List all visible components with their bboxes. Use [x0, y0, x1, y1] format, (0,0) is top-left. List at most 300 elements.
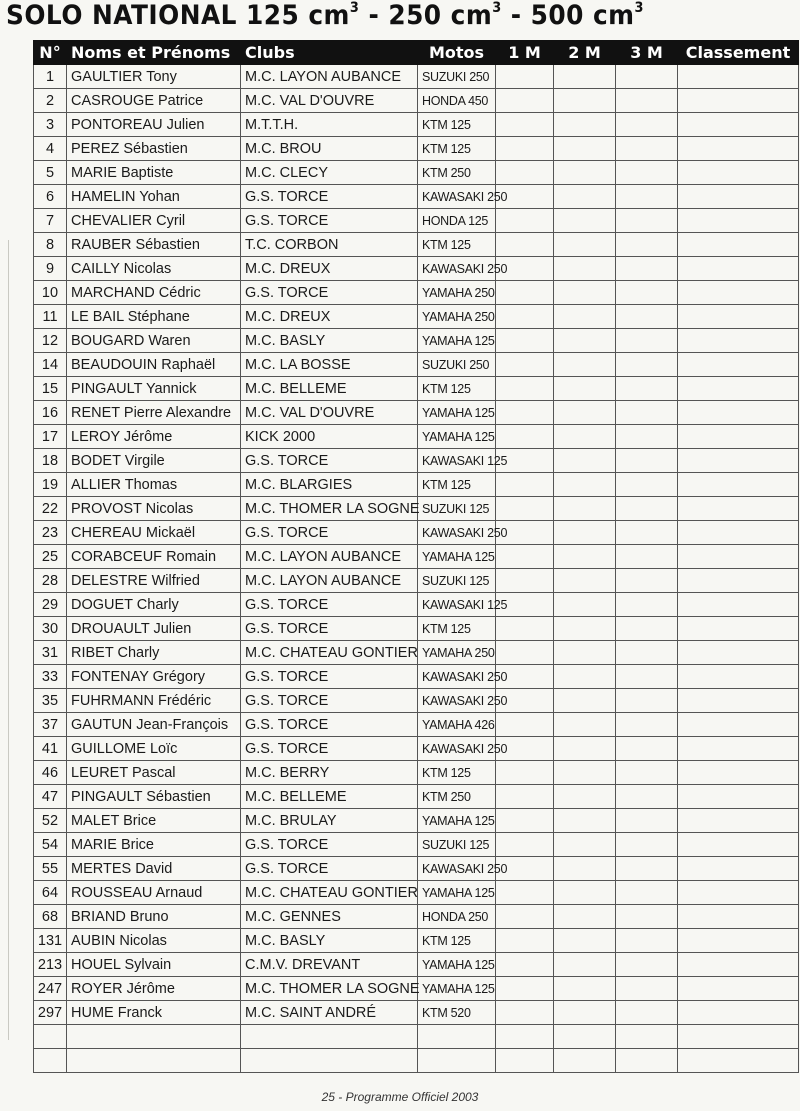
- ranking-result: [678, 89, 799, 113]
- rider-name: RENET Pierre Alexandre: [67, 401, 241, 425]
- manche-2-result: [554, 641, 616, 665]
- manche-1-result: [496, 569, 554, 593]
- header-moto: Motos: [418, 41, 496, 65]
- ranking-result: [678, 137, 799, 161]
- rider-number: 18: [34, 449, 67, 473]
- manche-3-result: [616, 569, 678, 593]
- rider-moto: KTM 520: [418, 1001, 496, 1025]
- rider-club: M.C. LAYON AUBANCE: [241, 545, 418, 569]
- rider-moto: KAWASAKI 250: [418, 257, 496, 281]
- rider-moto: SUZUKI 250: [418, 65, 496, 89]
- rider-number: 12: [34, 329, 67, 353]
- rider-club: M.C. SAINT ANDRÉ: [241, 1001, 418, 1025]
- rider-club: M.C. DREUX: [241, 305, 418, 329]
- table-row: [34, 233, 799, 257]
- manche-3-result: [616, 713, 678, 737]
- manche-2-result: [554, 857, 616, 881]
- manche-3-result: [616, 785, 678, 809]
- rider-club: M.C. DREUX: [241, 257, 418, 281]
- rider-club: M.C. THOMER LA SOGNE: [241, 977, 418, 1001]
- rider-number: 8: [34, 233, 67, 257]
- rider-name: ALLIER Thomas: [67, 473, 241, 497]
- rider-moto: KAWASAKI 125: [418, 449, 496, 473]
- ranking-result: [678, 665, 799, 689]
- manche-3-result: [616, 209, 678, 233]
- manche-3-result: [616, 473, 678, 497]
- manche-3-result: [616, 809, 678, 833]
- rider-club: G.S. TORCE: [241, 521, 418, 545]
- manche-3-result: [616, 401, 678, 425]
- rider-moto: HONDA 450: [418, 89, 496, 113]
- ranking-result: [678, 281, 799, 305]
- table-row: [34, 689, 799, 713]
- rider-moto: KTM 125: [418, 473, 496, 497]
- rider-club: M.C. BELLEME: [241, 377, 418, 401]
- rider-moto: KAWASAKI 250: [418, 665, 496, 689]
- manche-2-result: [554, 569, 616, 593]
- manche-2-result: [554, 809, 616, 833]
- ranking-result: [678, 1025, 799, 1049]
- manche-2-result: [554, 1049, 616, 1073]
- rider-moto: KTM 125: [418, 377, 496, 401]
- rider-name: CAILLY Nicolas: [67, 257, 241, 281]
- manche-2-result: [554, 617, 616, 641]
- ranking-result: [678, 905, 799, 929]
- table-row: [34, 881, 799, 905]
- manche-2-result: [554, 425, 616, 449]
- ranking-result: [678, 929, 799, 953]
- rider-moto: YAMAHA 125: [418, 425, 496, 449]
- manche-1-result: [496, 641, 554, 665]
- rider-club: M.C. LA BOSSE: [241, 353, 418, 377]
- rider-moto: YAMAHA 125: [418, 977, 496, 1001]
- table-header-row: [34, 41, 799, 65]
- ranking-result: [678, 689, 799, 713]
- rider-moto: KTM 125: [418, 761, 496, 785]
- rider-moto: YAMAHA 125: [418, 953, 496, 977]
- rider-number: 2: [34, 89, 67, 113]
- ranking-result: [678, 521, 799, 545]
- manche-2-result: [554, 233, 616, 257]
- rider-name: BRIAND Bruno: [67, 905, 241, 929]
- rider-name: HAMELIN Yohan: [67, 185, 241, 209]
- manche-3-result: [616, 833, 678, 857]
- rider-name: [67, 1049, 241, 1073]
- table-row: [34, 905, 799, 929]
- manche-1-result: [496, 617, 554, 641]
- table-row: [34, 545, 799, 569]
- table-row: [34, 929, 799, 953]
- ranking-result: [678, 377, 799, 401]
- rider-number: 30: [34, 617, 67, 641]
- rider-moto: YAMAHA 125: [418, 401, 496, 425]
- table-row: [34, 473, 799, 497]
- manche-2-result: [554, 89, 616, 113]
- table-row: [34, 1001, 799, 1025]
- rider-club: G.S. TORCE: [241, 209, 418, 233]
- rider-club: C.M.V. DREVANT: [241, 953, 418, 977]
- rider-club: M.C. GENNES: [241, 905, 418, 929]
- table-row: [34, 785, 799, 809]
- rider-club: G.S. TORCE: [241, 689, 418, 713]
- manche-1-result: [496, 425, 554, 449]
- rider-moto: KAWASAKI 250: [418, 521, 496, 545]
- manche-1-result: [496, 713, 554, 737]
- rider-moto: KAWASAKI 125: [418, 593, 496, 617]
- rider-moto: YAMAHA 250: [418, 281, 496, 305]
- manche-1-result: [496, 1001, 554, 1025]
- rider-name: MARCHAND Cédric: [67, 281, 241, 305]
- rider-name: [67, 1025, 241, 1049]
- rider-moto: YAMAHA 125: [418, 329, 496, 353]
- table-row: [34, 281, 799, 305]
- table-row: [34, 113, 799, 137]
- rider-number: 213: [34, 953, 67, 977]
- rider-name: PINGAULT Yannick: [67, 377, 241, 401]
- rider-club: M.C. CHATEAU GONTIER: [241, 641, 418, 665]
- rider-name: BODET Virgile: [67, 449, 241, 473]
- rider-name: CHEREAU Mickaël: [67, 521, 241, 545]
- rider-club: G.S. TORCE: [241, 713, 418, 737]
- table-row: [34, 377, 799, 401]
- rider-club: M.C. BELLEME: [241, 785, 418, 809]
- ranking-result: [678, 401, 799, 425]
- manche-2-result: [554, 785, 616, 809]
- manche-3-result: [616, 665, 678, 689]
- rider-number: 4: [34, 137, 67, 161]
- rider-moto: KAWASAKI 250: [418, 185, 496, 209]
- ranking-result: [678, 641, 799, 665]
- manche-1-result: [496, 401, 554, 425]
- manche-2-result: [554, 281, 616, 305]
- table-row: [34, 305, 799, 329]
- ranking-result: [678, 545, 799, 569]
- rider-moto: HONDA 125: [418, 209, 496, 233]
- rider-number: 14: [34, 353, 67, 377]
- manche-2-result: [554, 137, 616, 161]
- rider-number: 10: [34, 281, 67, 305]
- rider-number: 11: [34, 305, 67, 329]
- rider-club: M.C. BLARGIES: [241, 473, 418, 497]
- table-row: [34, 1049, 799, 1073]
- rider-club: M.C. BRULAY: [241, 809, 418, 833]
- rider-name: MARIE Baptiste: [67, 161, 241, 185]
- rider-name: LEURET Pascal: [67, 761, 241, 785]
- table-row: [34, 593, 799, 617]
- manche-3-result: [616, 761, 678, 785]
- manche-2-result: [554, 881, 616, 905]
- table-row: [34, 185, 799, 209]
- ranking-result: [678, 449, 799, 473]
- rider-club: M.C. VAL D'OUVRE: [241, 89, 418, 113]
- rider-name: PEREZ Sébastien: [67, 137, 241, 161]
- rider-number: 15: [34, 377, 67, 401]
- manche-1-result: [496, 137, 554, 161]
- manche-3-result: [616, 737, 678, 761]
- manche-3-result: [616, 257, 678, 281]
- rider-club: G.S. TORCE: [241, 833, 418, 857]
- manche-3-result: [616, 977, 678, 1001]
- rider-number: 31: [34, 641, 67, 665]
- rider-club: [241, 1049, 418, 1073]
- manche-3-result: [616, 881, 678, 905]
- manche-1-result: [496, 305, 554, 329]
- header-name: Noms et Prénoms: [67, 41, 241, 65]
- ranking-result: [678, 65, 799, 89]
- manche-3-result: [616, 689, 678, 713]
- manche-1-result: [496, 929, 554, 953]
- rider-number: 54: [34, 833, 67, 857]
- ranking-result: [678, 1001, 799, 1025]
- manche-1-result: [496, 1049, 554, 1073]
- manche-1-result: [496, 809, 554, 833]
- rider-club: G.S. TORCE: [241, 665, 418, 689]
- ranking-result: [678, 737, 799, 761]
- rider-number: 35: [34, 689, 67, 713]
- rider-club: M.C. BROU: [241, 137, 418, 161]
- manche-2-result: [554, 833, 616, 857]
- rider-moto: YAMAHA 426: [418, 713, 496, 737]
- table-row: [34, 665, 799, 689]
- rider-moto: KAWASAKI 250: [418, 857, 496, 881]
- ranking-result: [678, 593, 799, 617]
- header-number: N°: [34, 41, 67, 65]
- header-manche-1: 1 M: [496, 41, 554, 65]
- rider-club: M.C. BERRY: [241, 761, 418, 785]
- rider-number: 55: [34, 857, 67, 881]
- ranking-result: [678, 569, 799, 593]
- manche-3-result: [616, 1001, 678, 1025]
- table-row: [34, 449, 799, 473]
- rider-club: M.C. CLECY: [241, 161, 418, 185]
- rider-name: MARIE Brice: [67, 833, 241, 857]
- rider-club: G.S. TORCE: [241, 185, 418, 209]
- ranking-result: [678, 209, 799, 233]
- manche-3-result: [616, 1025, 678, 1049]
- manche-2-result: [554, 977, 616, 1001]
- rider-moto: YAMAHA 125: [418, 809, 496, 833]
- manche-2-result: [554, 185, 616, 209]
- manche-3-result: [616, 857, 678, 881]
- manche-1-result: [496, 281, 554, 305]
- rider-name: ROYER Jérôme: [67, 977, 241, 1001]
- rider-moto: SUZUKI 125: [418, 497, 496, 521]
- manche-2-result: [554, 905, 616, 929]
- manche-1-result: [496, 65, 554, 89]
- rider-number: 41: [34, 737, 67, 761]
- manche-3-result: [616, 65, 678, 89]
- table-row: [34, 569, 799, 593]
- ranking-result: [678, 809, 799, 833]
- page-fold-line: [8, 240, 9, 1040]
- table-row: [34, 737, 799, 761]
- manche-2-result: [554, 593, 616, 617]
- manche-1-result: [496, 833, 554, 857]
- rider-number: 16: [34, 401, 67, 425]
- manche-3-result: [616, 425, 678, 449]
- rider-name: CHEVALIER Cyril: [67, 209, 241, 233]
- manche-2-result: [554, 473, 616, 497]
- table-row: [34, 137, 799, 161]
- manche-1-result: [496, 1025, 554, 1049]
- rider-moto: SUZUKI 125: [418, 833, 496, 857]
- rider-number: 1: [34, 65, 67, 89]
- manche-1-result: [496, 209, 554, 233]
- manche-1-result: [496, 497, 554, 521]
- ranking-result: [678, 1049, 799, 1073]
- table-row: [34, 641, 799, 665]
- table-row: [34, 425, 799, 449]
- manche-3-result: [616, 137, 678, 161]
- rider-moto: YAMAHA 125: [418, 881, 496, 905]
- ranking-result: [678, 425, 799, 449]
- manche-2-result: [554, 113, 616, 137]
- manche-1-result: [496, 545, 554, 569]
- rider-moto: KAWASAKI 250: [418, 737, 496, 761]
- manche-3-result: [616, 161, 678, 185]
- manche-2-result: [554, 449, 616, 473]
- manche-1-result: [496, 953, 554, 977]
- rider-name: GUILLOME Loïc: [67, 737, 241, 761]
- manche-2-result: [554, 353, 616, 377]
- rider-moto: KTM 250: [418, 785, 496, 809]
- rider-club: G.S. TORCE: [241, 737, 418, 761]
- rider-name: LEROY Jérôme: [67, 425, 241, 449]
- rider-club: M.C. THOMER LA SOGNE: [241, 497, 418, 521]
- manche-3-result: [616, 113, 678, 137]
- rider-name: AUBIN Nicolas: [67, 929, 241, 953]
- table-row: [34, 401, 799, 425]
- rider-club: KICK 2000: [241, 425, 418, 449]
- ranking-result: [678, 881, 799, 905]
- ranking-result: [678, 113, 799, 137]
- rider-name: MALET Brice: [67, 809, 241, 833]
- manche-2-result: [554, 209, 616, 233]
- rider-number: 47: [34, 785, 67, 809]
- rider-moto: SUZUKI 125: [418, 569, 496, 593]
- rider-moto: [418, 1049, 496, 1073]
- rider-number: 5: [34, 161, 67, 185]
- manche-1-result: [496, 353, 554, 377]
- rider-name: HOUEL Sylvain: [67, 953, 241, 977]
- table-row: [34, 65, 799, 89]
- manche-2-result: [554, 401, 616, 425]
- table-row: [34, 833, 799, 857]
- ranking-result: [678, 161, 799, 185]
- table-row: [34, 89, 799, 113]
- manche-2-result: [554, 521, 616, 545]
- rider-name: LE BAIL Stéphane: [67, 305, 241, 329]
- ranking-result: [678, 713, 799, 737]
- manche-2-result: [554, 545, 616, 569]
- page-title: SOLO NATIONAL 125 $cm^3 - 250$ $cm^3 - 500$ $cm^3$: [6, 0, 644, 31]
- rider-number: 3: [34, 113, 67, 137]
- rider-name: PROVOST Nicolas: [67, 497, 241, 521]
- manche-2-result: [554, 305, 616, 329]
- rider-name: FONTENAY Grégory: [67, 665, 241, 689]
- manche-3-result: [616, 281, 678, 305]
- table-row: [34, 977, 799, 1001]
- table-row: [34, 497, 799, 521]
- table-row: [34, 209, 799, 233]
- rider-name: ROUSSEAU Arnaud: [67, 881, 241, 905]
- rider-name: CASROUGE Patrice: [67, 89, 241, 113]
- manche-2-result: [554, 377, 616, 401]
- rider-moto: SUZUKI 250: [418, 353, 496, 377]
- rider-moto: KAWASAKI 250: [418, 689, 496, 713]
- rider-name: FUHRMANN Frédéric: [67, 689, 241, 713]
- rider-moto: KTM 125: [418, 617, 496, 641]
- table-row: [34, 521, 799, 545]
- rider-club: M.T.T.H.: [241, 113, 418, 137]
- header-ranking: Classement: [678, 41, 799, 65]
- manche-2-result: [554, 929, 616, 953]
- manche-3-result: [616, 641, 678, 665]
- table-row: [34, 257, 799, 281]
- rider-name: CORABCEUF Romain: [67, 545, 241, 569]
- manche-3-result: [616, 377, 678, 401]
- manche-3-result: [616, 617, 678, 641]
- table-row: [34, 617, 799, 641]
- manche-3-result: [616, 545, 678, 569]
- rider-number: 22: [34, 497, 67, 521]
- rider-club: G.S. TORCE: [241, 593, 418, 617]
- manche-2-result: [554, 953, 616, 977]
- manche-3-result: [616, 593, 678, 617]
- manche-3-result: [616, 929, 678, 953]
- ranking-result: [678, 953, 799, 977]
- rider-name: GAUTUN Jean-François: [67, 713, 241, 737]
- rider-name: DROUAULT Julien: [67, 617, 241, 641]
- rider-name: BOUGARD Waren: [67, 329, 241, 353]
- table-row: [34, 809, 799, 833]
- rider-name: PINGAULT Sébastien: [67, 785, 241, 809]
- rider-number: 23: [34, 521, 67, 545]
- manche-2-result: [554, 161, 616, 185]
- manche-1-result: [496, 761, 554, 785]
- rider-number: 131: [34, 929, 67, 953]
- manche-3-result: [616, 305, 678, 329]
- page-footer: 25 - Programme Officiel 2003: [321, 1090, 479, 1104]
- manche-1-result: [496, 881, 554, 905]
- rider-name: RAUBER Sébastien: [67, 233, 241, 257]
- rider-name: RIBET Charly: [67, 641, 241, 665]
- rider-moto: KTM 125: [418, 113, 496, 137]
- rider-club: M.C. BASLY: [241, 929, 418, 953]
- rider-moto: YAMAHA 125: [418, 545, 496, 569]
- manche-3-result: [616, 497, 678, 521]
- table-row: [34, 857, 799, 881]
- rider-moto: KTM 125: [418, 233, 496, 257]
- rider-club: G.S. TORCE: [241, 617, 418, 641]
- header-club: Clubs: [241, 41, 418, 65]
- manche-3-result: [616, 905, 678, 929]
- ranking-result: [678, 617, 799, 641]
- rider-name: DOGUET Charly: [67, 593, 241, 617]
- table-row: [34, 1025, 799, 1049]
- table-row: [34, 761, 799, 785]
- manche-3-result: [616, 89, 678, 113]
- ranking-result: [678, 977, 799, 1001]
- rider-name: DELESTRE Wilfried: [67, 569, 241, 593]
- table-row: [34, 353, 799, 377]
- ranking-result: [678, 185, 799, 209]
- manche-1-result: [496, 473, 554, 497]
- rider-number: 297: [34, 1001, 67, 1025]
- ranking-result: [678, 233, 799, 257]
- manche-3-result: [616, 353, 678, 377]
- ranking-result: [678, 305, 799, 329]
